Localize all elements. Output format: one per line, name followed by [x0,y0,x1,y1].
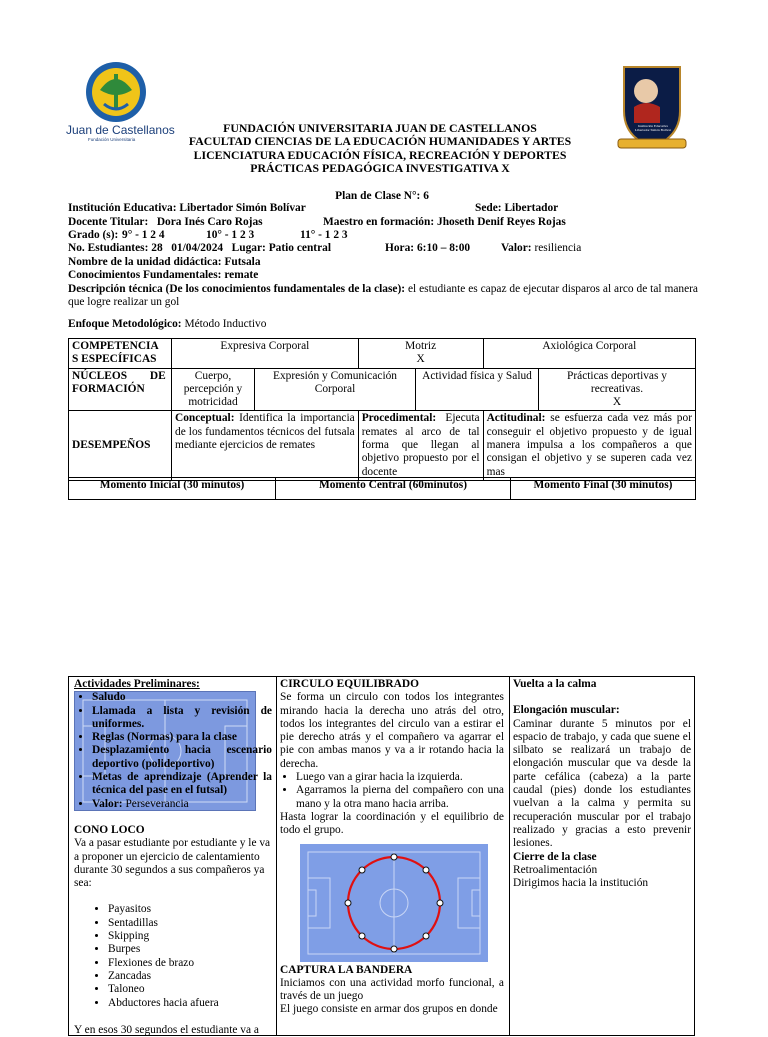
competencia-axiologica: Axiológica Corporal [483,339,695,369]
school-logo-caption: Institución Educativa Libertador Simón Bolívar [634,124,672,132]
maestro-row [323,216,566,229]
desempenos-row [69,411,696,481]
unidad-row [68,256,261,269]
list-item: • Metas de aprendizaje (Aprender la técnica del pase en el futsal) [92,771,272,798]
motriz-mark: X [416,353,425,366]
cono-text: Va a pasar estudiante por estudiante y le va a proponer un ejercicio de calentamiento durante 30 segundos a sus compañeros ya sea: [74,837,271,890]
nucleos-row [69,368,696,411]
circulo-text: Se forma un circulo con todos los integrantes mirando hacia la derecha uno atrás del otro, todos los integrantes del circulo van a estirar el pie derecho atrás y el compañero va agarrar el pie con ambas manos y va a ir rotando hacia la derecha. [280,691,504,770]
grado-2: 10° - 1 2 3 [206,229,255,241]
list-item: • Reglas (Normas) para la clase [92,731,272,744]
header-line-1: FUNDACIÓN UNIVERSITARIA JUAN DE CASTELLANOS [223,121,537,135]
list-item: • Abductores hacia afuera [108,997,272,1010]
column-divider [509,677,510,1035]
desempeno-procedimental: Procedimental: Ejecuta remates al arco de tal forma que llegan al objetivo propuesto por el docente [358,411,483,481]
calma-title: Vuelta a la calma [513,678,597,690]
enfoque-row [68,318,266,331]
estudiantes-value: 28 [151,242,163,254]
conocimientos-label: Conocimientos Fundamentales: [68,269,222,281]
conocimientos-row [68,269,258,282]
valor-label: Valor: [501,242,532,254]
circle-formation-diagram [300,844,488,962]
plan-title: Plan de Clase N°: 6 [335,190,429,202]
competencia-motriz: Motriz X [358,339,483,369]
list-item: • Agarramos la pierna del compañero con una mano y la otra mano hacia arriba. [296,784,504,811]
cierre-item-1: Retroalimentación [513,863,598,876]
nucleo-practicas: Prácticas deportivas y recreativas. X [539,368,696,411]
captura-title: CAPTURA LA BANDERA [280,963,413,976]
preliminares-title: Actividades Preliminares: [74,678,200,690]
momentos-table [68,477,696,500]
institucion-label: Institución Educativa: [68,202,177,214]
docente-value: Dora Inés Caro Rojas [156,216,263,228]
school-shield-logo [614,63,690,153]
valor-value: resiliencia [534,242,582,254]
enfoque-value: Método Inductivo [184,318,267,330]
elongacion-text: Caminar durante 5 minutos por el espacio de trabajo, y cada que suene el silbato se realizará un trabajo de elongación muscular que va desde la parte cefálica (cabeza) a la parte caudal (pies) donde los estudiantes vuelvan a la calma y permita su recuperación muscular por el trabajo realizado y gracias a esto prevenir lesiones. [513,717,691,850]
lugar-label: Lugar: [231,242,266,254]
unidad-value: Futsala [224,256,261,268]
circulo-closing: Hasta lograr la coordinación y el equilibrio de todo el grupo. [280,810,504,837]
institucion-value: Libertador Simón Bolívar [179,202,306,214]
momento-inicial: Momento Inicial (30 minutos) [69,478,276,500]
list-item: • Valor: Perseverancia [92,798,272,811]
descripcion-value: el estudiante es capaz de ejecutar disparos al arco de tal manera que logre realizar un gol [68,283,698,309]
list-item: • Zancadas [108,970,272,983]
grado-label: Grado (s): [68,229,119,241]
docente-row [68,216,263,229]
cono-title: CONO LOCO [74,823,145,836]
header-line-4: PRÁCTICAS PEDAGÓGICA INVESTIGATIVA X [250,161,510,176]
university-logo-subtext: Fundación Universitaria [88,137,136,142]
maestro-value: Jhoseth Denif Reyes Rojas [437,216,566,228]
nucleo-expresion: Expresión y Comunicación Corporal [255,368,416,411]
hora-row [385,242,470,255]
sede-label: Sede: [475,202,502,214]
list-item: • Sentadillas [108,917,272,930]
activities-table [68,676,695,1036]
nucleo-cuerpo: Cuerpo, percepción y motricidad [172,368,255,411]
grado-1: 9° - 1 2 4 [122,229,165,241]
sede-value: Libertador [504,202,559,214]
nucleo-actividad: Actividad física y Salud [416,368,539,411]
sede-row [475,202,558,215]
maestro-label: Maestro en formación: [323,216,435,228]
valor-row [501,242,581,255]
practicas-mark: X [612,396,622,409]
list-item: • Taloneo [108,983,272,996]
institution-header [180,122,580,176]
competencias-row [69,339,696,369]
desempenos-label: DESEMPEÑOS [69,411,172,481]
list-item: • Llamada a lista y revisión de uniformes. [92,705,272,732]
cierre-title: Cierre de la clase [513,850,597,863]
list-item: • Desplazamiento hacia escenario deportivo (polideportivo) [92,744,272,771]
cierre-item-2: Dirigimos hacia la institución [513,877,649,890]
captura-text-2: El juego consiste en armar dos grupos en donde [280,1003,498,1016]
momentos-row [69,478,696,500]
estudiantes-row [68,242,331,255]
circulo-title: CIRCULO EQUILIBRADO [280,678,419,690]
competencias-table [68,338,696,481]
header-line-2: FACULTAD CIENCIAS DE LA EDUCACIÓN HUMANIDADES Y ARTES [188,134,572,149]
momento-inicial-column [74,678,272,1037]
list-item: • Payasitos [108,903,272,916]
descripcion-row [68,283,698,310]
school-shield-icon [614,63,690,153]
enfoque-label: Enfoque Metodológico: [68,318,182,330]
estudiantes-label: No. Estudiantes: [68,242,149,254]
column-divider [276,677,277,1035]
cono-trailing: Y en esos 30 segundos el estudiante va a [74,1023,259,1036]
grado-3: 11° - 1 2 3 [300,229,348,241]
unidad-label: Nombre de la unidad didáctica: [68,256,222,268]
list-item: • Burpes [108,943,272,956]
circle-formation-figure [300,844,488,962]
momento-final: Momento Final (30 minutos) [511,478,696,500]
hora-label: Hora: [385,242,415,254]
descripcion-label: Descripción técnica (De los conocimientos fundamentales de la clase): [68,283,406,295]
fecha: 01/04/2024 [171,242,224,254]
momento-central-column [280,678,504,1017]
competencias-label: COMPETENCIA S ESPECÍFICAS [69,339,172,369]
preliminares-list [74,691,272,811]
hora-value: 6:10 – 8:00 [416,242,471,254]
momento-central: Momento Central (60minutos) [276,478,511,500]
conocimientos-value: remate [224,269,259,281]
list-item: • Saludo [92,691,272,704]
desempeno-conceptual: Conceptual: Identifica la importancia de los fundamentos técnicos del futsala mediante ejercicios de remates [172,411,359,481]
desempeno-actitudinal: Actitudinal: se esfuerza cada vez más por conseguir el objetivo propuesto y de igual manera impulsa a los compañeros a que consigan el objetivo y se superen cada vez mas [483,411,695,481]
list-item: • Skipping [108,930,272,943]
header-line-3: LICENCIATURA EDUCACIÓN FÍSICA, RECREACIÓN Y DEPORTES [193,147,567,162]
elongacion-title: Elongación muscular: [513,704,620,717]
captura-text-1: Iniciamos con una actividad morfo funcional, a través de un juego [280,976,504,1003]
list-item: • Flexiones de brazo [108,957,272,970]
university-logo-text: Juan de Castellanos [66,123,175,137]
momento-final-column [513,678,691,890]
competencia-expresiva: Expresiva Corporal [172,339,359,369]
institucion-row [68,202,306,215]
lugar-value: Patio central [268,242,331,254]
circulo-list [280,771,504,811]
docente-label: Docente Titular: [68,216,149,228]
nucleos-label: NÚCLEOS DE FORMACIÓN [69,368,172,411]
exercise-list [74,903,272,1009]
list-item: • Luego van a girar hacia la izquierda. [296,771,504,784]
